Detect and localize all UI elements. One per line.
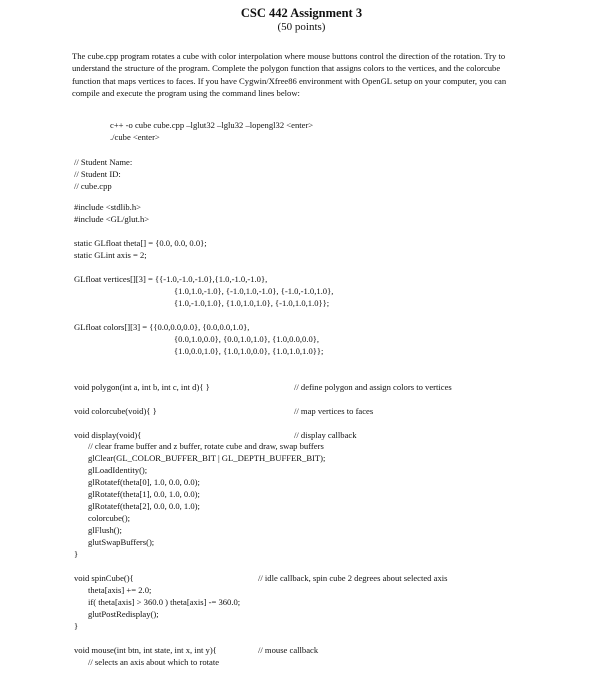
spincube-comment: // idle callback, spin cube 2 degrees about selected axis [258, 573, 448, 583]
display-body-line: glFlush(); [88, 525, 122, 535]
compile-command: c++ -o cube cube.cpp –lglut32 –lglu32 –lopengl32 <enter> [110, 120, 314, 130]
comment-student-id: // Student ID: [74, 169, 121, 179]
intro-paragraph: The cube.cpp program rotates a cube with color interpolation where mouse buttons control the direction of the rotation. Try to understand the structure of the program. Complete the polygon function that assigns colors to the vertices, and the colorcube function that maps vertices to faces. If you have Cygwin/Xfree86 environment with OpenGL setup on your computer, you can compile and execute the program using the command lines below: [72, 51, 507, 98]
display-comment: // display callback [294, 430, 357, 440]
colorcube-signature: void colorcube(void){ } [74, 406, 157, 416]
static-theta: static GLfloat theta[] = {0.0, 0.0, 0.0}; [74, 238, 207, 248]
run-command: ./cube <enter> [110, 132, 160, 142]
page-subtitle: (50 points) [277, 21, 326, 33]
vertices-line-1: GLfloat vertices[][3] = {{-1.0,-1.0,-1.0},{1.0,-1.0,-1.0}, [74, 274, 268, 284]
display-body-line: glRotatef(theta[1], 0.0, 1.0, 0.0); [88, 489, 200, 499]
mouse-comment: // mouse callback [258, 645, 319, 655]
comment-student-name: // Student Name: [74, 157, 133, 167]
spincube-body-line: if( theta[axis] > 360.0 ) theta[axis] -= 360.0; [88, 597, 241, 607]
include-stdlib: #include <stdlib.h> [74, 202, 141, 212]
colors-line-1: GLfloat colors[][3] = {{0.0,0.0,0.0}, {0.0,0.0,1.0}, [74, 322, 250, 332]
mouse-signature: void mouse(int btn, int state, int x, int y){ [74, 645, 217, 655]
display-signature: void display(void){ [74, 430, 142, 440]
vertices-line-2: {1.0,1.0,-1.0}, {-1.0,1.0,-1.0}, {-1.0,-1.0,1.0}, [174, 286, 334, 296]
display-close-brace: } [74, 549, 79, 559]
colors-line-3: {1.0,0.0,1.0}, {1.0,1.0,0.0}, {1.0,1.0,1.0}}; [174, 346, 324, 356]
display-body-line: glClear(GL_COLOR_BUFFER_BIT | GL_DEPTH_BUFFER_BIT); [88, 453, 326, 463]
comment-filename: // cube.cpp [74, 181, 112, 191]
display-body-line: glLoadIdentity(); [88, 465, 148, 475]
spincube-body-line: theta[axis] += 2.0; [88, 585, 152, 595]
page-title: CSC 442 Assignment 3 [240, 6, 363, 20]
spincube-body-line: glutPostRedisplay(); [88, 609, 159, 619]
vertices-line-3: {1.0,-1.0,1.0}, {1.0,1.0,1.0}, {-1.0,1.0,1.0}}; [174, 298, 330, 308]
display-body-line: glRotatef(theta[0], 1.0, 0.0, 0.0); [88, 477, 200, 487]
include-glut: #include <GL/glut.h> [74, 214, 150, 224]
display-body-line: colorcube(); [88, 513, 130, 523]
display-body-line: glutSwapBuffers(); [88, 537, 155, 547]
static-axis: static GLint axis = 2; [74, 250, 147, 260]
mouse-body-line: // selects an axis about which to rotate [88, 657, 220, 667]
polygon-signature: void polygon(int a, int b, int c, int d){ } [74, 382, 210, 392]
spincube-close-brace: } [74, 621, 79, 631]
polygon-comment: // define polygon and assign colors to vertices [294, 382, 452, 392]
display-body-line: // clear frame buffer and z buffer, rotate cube and draw, swap buffers [88, 441, 324, 451]
display-body-line: glRotatef(theta[2], 0.0, 0.0, 1.0); [88, 501, 200, 511]
colors-line-2: {0.0,1.0,0.0}, {0.0,1.0,1.0}, {1.0,0.0,0.0}, [174, 334, 320, 344]
spincube-signature: void spinCube(){ [74, 573, 134, 583]
colorcube-comment: // map vertices to faces [294, 406, 374, 416]
